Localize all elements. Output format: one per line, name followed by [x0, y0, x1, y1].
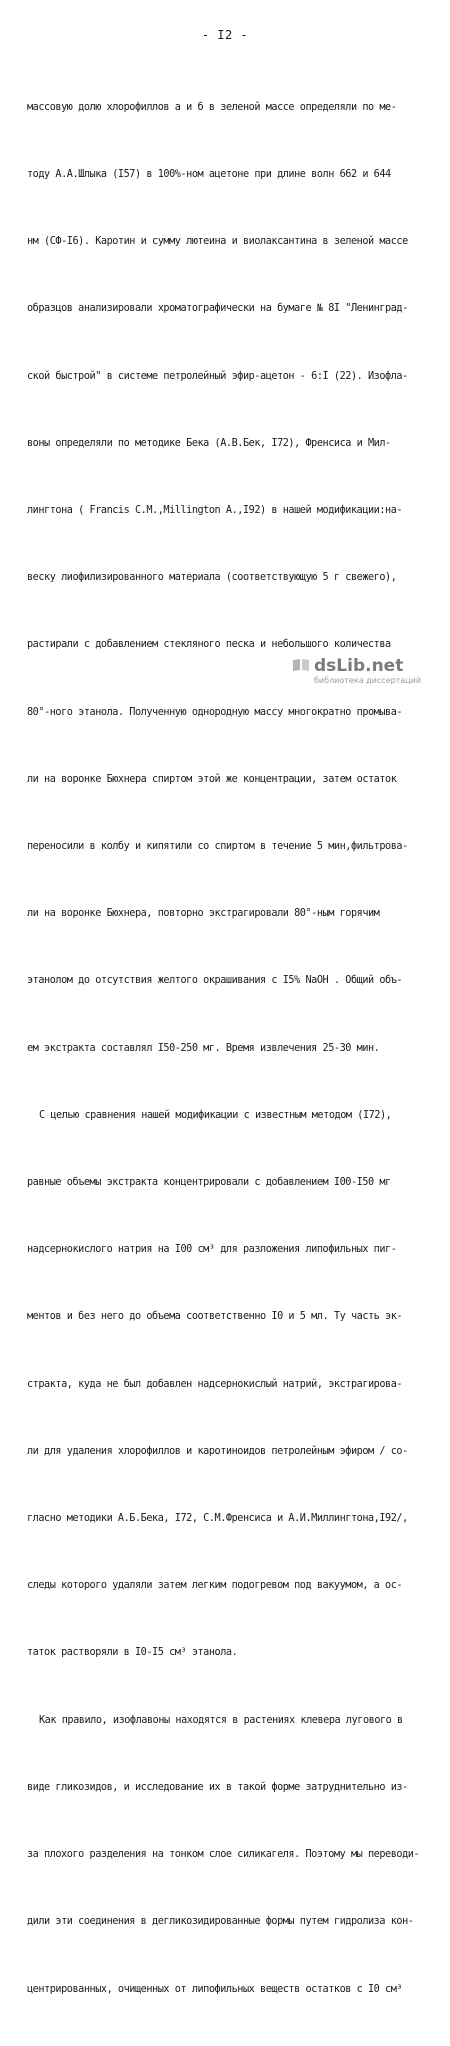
text-line: гласно методики А.Б.Бека, I72, С.М.Френсиса и А.И.Миллингтона,I92/,	[27, 1513, 408, 1525]
text-line: следы которого удаляли затем легким подогревом под вакуумом, а ос-	[27, 1580, 403, 1592]
text-line: тоду А.А.Шлыка (I57) в 100%-ном ацетоне при длине волн 662 и 644	[27, 169, 391, 181]
text-line: ем экстракта составлял I50-250 мг. Время извлечения 25-30 мин.	[27, 1042, 380, 1054]
text-line: ли на воронке Бюхнера, повторно экстрагировали 80°-ным горячим	[27, 908, 380, 920]
text-line: растирали с добавлением стекляного песка и небольшого количества	[27, 639, 391, 651]
text-line: образцов анализировали хроматографически на бумаге № 8I "Ленинград-	[27, 303, 408, 315]
text-line: ли на воронке Бюхнера спиртом этой же концентрации, затем остаток	[27, 773, 397, 785]
text-line: Как правило, изофлавоны находятся в растениях клевера лугового в	[39, 1714, 403, 1726]
book-icon	[292, 658, 310, 672]
body-text	[27, 52, 439, 2046]
text-line: ли для удаления хлорофиллов и каротиноидов петролейным эфиром / со-	[27, 1445, 408, 1457]
text-line: таток растворяли в I0-I5 см³ этанола.	[27, 1647, 238, 1659]
watermark-logo: dsLib.net	[314, 656, 404, 676]
text-line: ментов и без него до объема соответственно I0 и 5 мл. Ту часть эк-	[27, 1311, 403, 1323]
watermark-subtitle: библиотека диссертаций	[314, 676, 422, 685]
text-line: равные объемы экстракта концентрировали с добавлением I00-I50 мг	[27, 1177, 391, 1189]
text-line: лингтона ( Francis C.M.,Millington A.,I92) в нашей модификации:на-	[27, 505, 403, 517]
dslib-watermark	[314, 652, 434, 690]
text-line: С целью сравнения нашей модификации с известным методом (I72),	[39, 1109, 392, 1121]
text-line: стракта, куда не был добавлен надсернокислый натрий, экстрагирова-	[27, 1378, 403, 1390]
page-number: - I2 -	[201, 28, 249, 42]
text-line: дили эти соединения в дегликозидированные формы путем гидролиза кон-	[27, 1916, 414, 1928]
text-line: виде гликозидов, и исследование их в такой форме затруднительно из-	[27, 1781, 408, 1793]
text-line: надсернокислого натрия на I00 см³ для разложения липофильных пиг-	[27, 1244, 397, 1256]
text-line: массовую долю хлорофиллов а и б в зеленой массе определяли по ме-	[27, 101, 397, 113]
text-line: за плохого разделения на тонком слое силикагеля. Поэтому мы переводи-	[27, 1849, 420, 1861]
text-line: веску лиофилизированного материала (соответствующую 5 г свежего),	[27, 572, 397, 584]
text-line: ской быстрой" в системе петролейный эфир-ацетон - 6:I (22). Изофла-	[27, 370, 408, 382]
text-line: переносили в колбу и кипятили со спиртом в течение 5 мин,фильтрова-	[27, 841, 408, 853]
text-line: воны определяли по методике Бека (А.В.Бек, I72), Френсиса и Мил-	[27, 437, 391, 449]
text-line: этанолом до отсутствия желтого окрашивания с I5% NaOH . Общий объ-	[27, 975, 403, 987]
text-line: 80°-ного этанола. Полученную однородную массу многократно промыва-	[27, 706, 403, 718]
text-line: нм (СФ-I6). Каротин и сумму лютеина и виолаксантина в зеленой массе	[27, 236, 408, 248]
text-line: центрированных, очищенных от липофильных веществ остатков с I0 см³	[27, 1983, 403, 1995]
